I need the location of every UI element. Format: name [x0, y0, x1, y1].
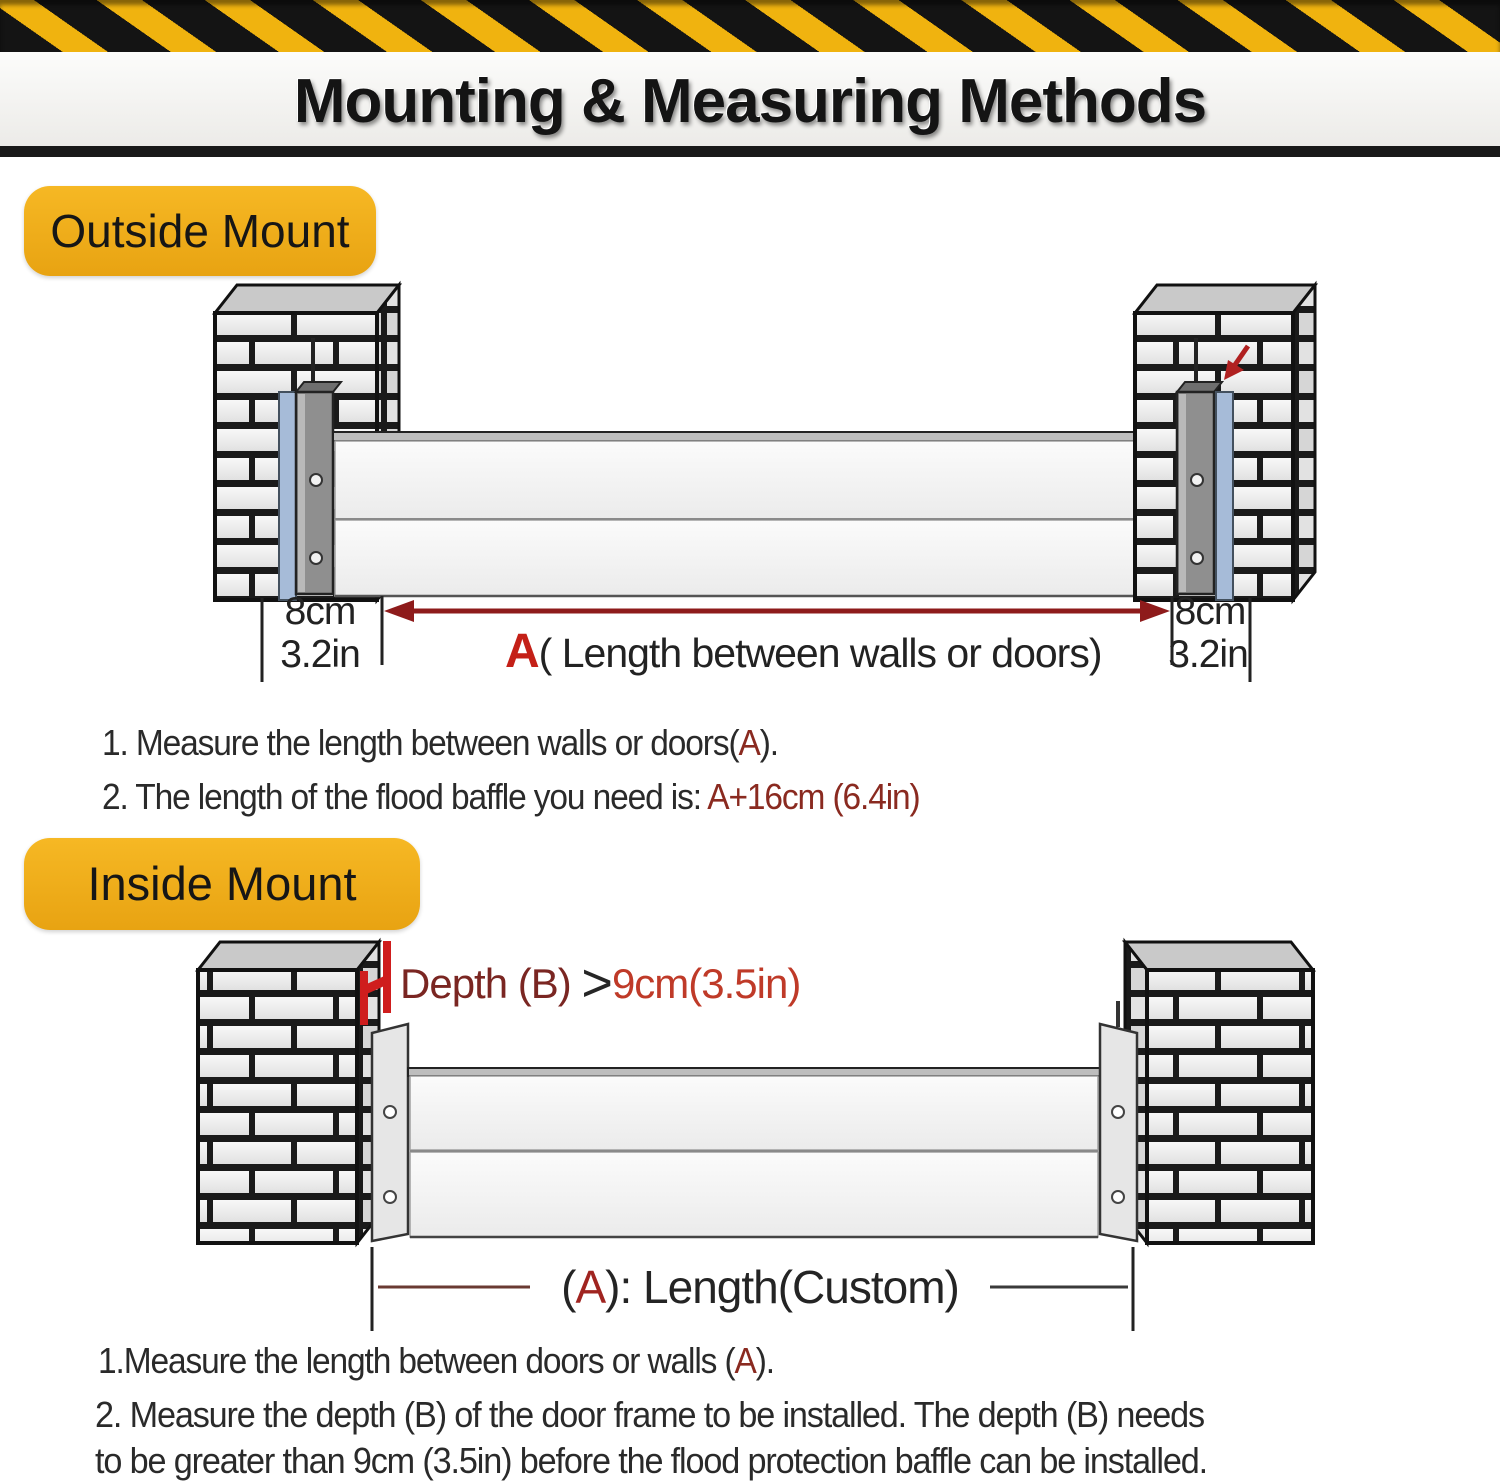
flood-barrier: [408, 1068, 1100, 1237]
dim-left-in: 3.2in: [280, 633, 360, 676]
right-pillar: [1125, 942, 1313, 1243]
length-arrow: [384, 600, 1170, 622]
flood-barrier: [333, 432, 1179, 596]
left-pillar: [198, 942, 379, 1243]
inside-step-1: [98, 1340, 774, 1382]
dim-left-cm: 8cm: [284, 590, 356, 633]
outside-step-1-a: A: [738, 722, 760, 763]
length-custom-text: ): Length(Custom): [605, 1261, 959, 1313]
length-custom-a: A: [575, 1261, 606, 1313]
outside-mount-badge: Outside Mount: [24, 186, 376, 276]
length-span-a: A: [505, 625, 539, 678]
length-custom-label: [500, 1260, 1020, 1314]
left-seal-strip: [279, 392, 296, 600]
inside-step-1-end: ).: [755, 1340, 774, 1381]
dim-right-cm: 8cm: [1174, 590, 1246, 633]
left-channel-bracket: [372, 1024, 408, 1241]
inside-step-2-line2: to be greater than 9cm (3.5in) before the flood protection baffle can be installed.: [95, 1440, 1208, 1481]
outside-step-1-text: 1. Measure the length between walls or doors(: [102, 722, 739, 763]
hazard-stripe-banner: [0, 0, 1500, 52]
depth-requirement-label: [400, 952, 800, 1014]
inside-step-2-needs: needs: [1108, 1394, 1204, 1435]
page-title: Mounting & Measuring Methods: [293, 67, 1207, 136]
length-custom-pre: (: [561, 1261, 576, 1313]
inside-step-2: [95, 1392, 1207, 1484]
depth-value: 9cm(3.5in): [611, 960, 801, 1007]
inside-step-1-a: A: [734, 1340, 756, 1381]
outside-step-2: [102, 776, 920, 818]
dim-right-in: 3.2in: [1168, 633, 1248, 676]
inside-step-2-line1: [95, 1392, 1207, 1438]
inside-step-2-depth: depth (B): [977, 1394, 1109, 1435]
inside-step-2-text: 2. Measure the depth (B) of the door frame to be installed. The: [95, 1394, 978, 1435]
length-span-text: ( Length between walls or doors): [538, 630, 1102, 676]
outside-step-1-end: ).: [759, 722, 778, 763]
inside-step-1-text: 1.Measure the length between doors or walls (: [98, 1340, 735, 1381]
outside-step-2-text: 2. The length of the flood baffle you need is:: [102, 776, 708, 817]
title-divider: [0, 146, 1500, 157]
inside-mount-badge: Inside Mount: [24, 838, 420, 930]
outside-step-2-formula: A+16cm (6.4in): [707, 776, 920, 817]
depth-label-text: Depth (B): [400, 960, 582, 1007]
right-channel-bracket: [1100, 1001, 1137, 1241]
length-span-label: [505, 624, 1102, 679]
depth-gt-sign: >: [581, 953, 612, 1013]
outside-step-1: [102, 722, 778, 764]
